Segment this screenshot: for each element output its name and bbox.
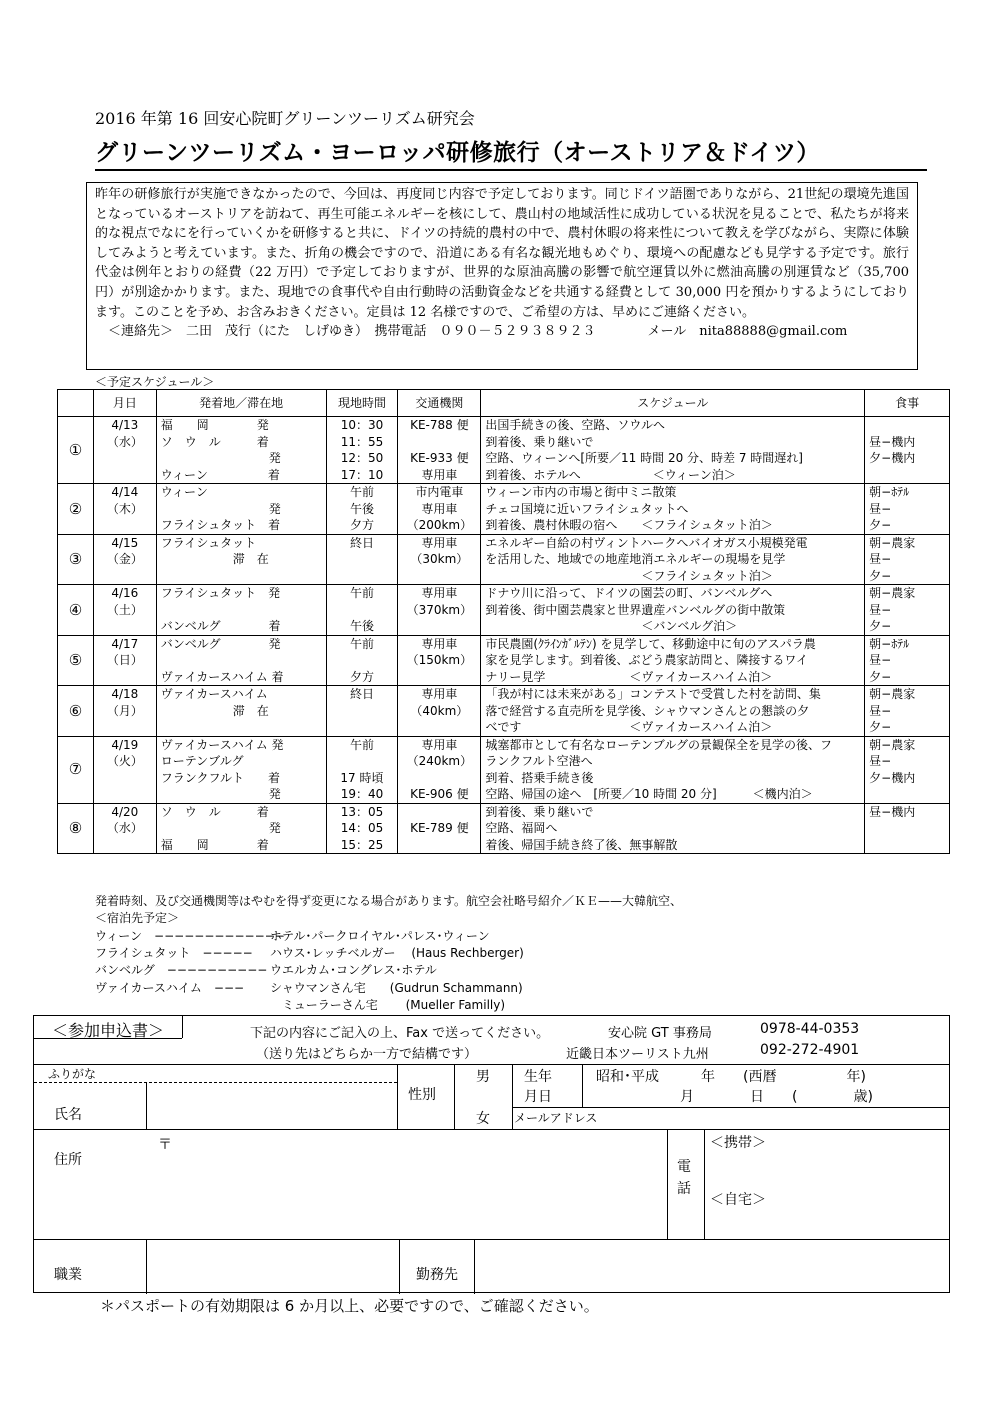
- activity-cell-line: ドナウ川に沿って、ドイツの園芸の町、バンベルグへ: [485, 586, 773, 600]
- activity-cell-line: エネルギー自給の村ヴィントハークへバイオガス小規模発電: [485, 535, 808, 550]
- lodging-name: ハウス･レッチベルガー (Haus Rechberger): [270, 946, 524, 961]
- activity-cell-line: 家を見学します。到着後、ぶどう農家訪問と、隣接するワイ: [485, 653, 809, 667]
- header-time: 現地時間: [326, 390, 398, 417]
- place-cell-line: バンベルグ 着: [160, 619, 281, 633]
- home-phone-label: ＜自宅＞: [710, 1192, 766, 1208]
- meals-cell-line: 朝−農家: [869, 737, 916, 752]
- transport-cell: [398, 484, 481, 535]
- place-cell: [156, 484, 326, 535]
- meals-cell-line: 昼−機内: [869, 804, 916, 819]
- meals-cell-line: 昼−: [869, 754, 892, 768]
- meals-cell: [865, 686, 950, 737]
- activity-cell-line: 市民農園(ｸﾗｲﾝｶﾞﾙﾃﾝ) を見学して、移動途中に旬のアスパラ農: [485, 636, 816, 651]
- header-num: [58, 390, 94, 417]
- activity-cell-line: 到着、搭乗手続き後: [485, 770, 594, 785]
- activity-cell-line: 到着後、乗り継いで: [485, 804, 594, 819]
- meals-cell-line: 夕−: [869, 619, 892, 633]
- activity-cell-line: 着後、帰国手続き終了後、無事解散: [485, 837, 678, 852]
- intro-box: [86, 182, 918, 370]
- meals-cell-line: 朝−農家: [869, 535, 916, 550]
- lodging-place: ヴァイカースハイム −−−: [95, 980, 245, 995]
- schedule-row: [58, 417, 950, 484]
- transport-cell-line: 専用車: [421, 636, 458, 651]
- time-cell-line: 17：10: [340, 467, 384, 482]
- transport-cell-line: KE-789 便: [410, 821, 469, 835]
- schedule-row: [58, 635, 950, 686]
- time-cell-line: 午前: [349, 485, 374, 499]
- place-cell-line: 滞 在: [160, 552, 269, 566]
- day-date-line: （土）: [106, 602, 143, 617]
- place-cell: [156, 585, 326, 636]
- transport-cell-line: （240km）: [406, 754, 473, 768]
- time-cell-line: 15：25: [340, 837, 384, 852]
- day-number: ⑤: [58, 635, 94, 686]
- lodging-name: ミューラーさん宅 (Mueller Familly): [270, 997, 506, 1012]
- day-number: ①: [58, 417, 94, 484]
- activity-cell-line: チェコ国境に近いフライシュタットへ: [485, 501, 689, 516]
- time-cell-line: 午後: [349, 501, 374, 516]
- gender-label: 性別: [408, 1087, 436, 1103]
- activity-cell-line: 空路、帰国の途へ [所要／10 時間 20 分] ＜機内泊＞: [485, 787, 813, 801]
- place-cell: [156, 736, 326, 803]
- activity-cell-line: ウィーン市内の市場と街中ミニ散策: [485, 485, 677, 499]
- form-instruction-2: （送り先はどちらか一方で結構です）: [256, 1047, 478, 1062]
- place-cell-line: フライシュタット 発: [160, 586, 281, 600]
- address-label: 住所: [54, 1152, 82, 1168]
- office-2-fax: 092-272-4901: [760, 1042, 860, 1058]
- time-cell-line: 終日: [349, 687, 374, 701]
- transport-cell-line: [402, 837, 476, 854]
- activity-cell-line: 到着後、乗り継いで: [485, 434, 594, 449]
- time-cell-line: [331, 652, 394, 669]
- place-cell-line: ヴァイカースハイム 発: [160, 737, 284, 752]
- place-cell-line: フランクフルト 着: [160, 770, 281, 785]
- lodging-place: ウィーン −−−−−−−−−−−−−: [95, 929, 285, 943]
- day-date: [93, 635, 156, 686]
- day-date-line: 4/15: [111, 535, 139, 550]
- meals-cell: [865, 585, 950, 636]
- office-2: 近畿日本ツーリスト九州: [566, 1047, 709, 1062]
- gender-female-option[interactable]: 女: [476, 1111, 490, 1127]
- meals-cell: [865, 417, 950, 484]
- transport-cell: [398, 635, 481, 686]
- place-cell-line: 福 岡 着: [160, 837, 269, 852]
- place-cell: [156, 417, 326, 484]
- office-1: 安心院 GT 事務局: [608, 1026, 712, 1041]
- time-cell: [326, 417, 398, 484]
- day-date-line: （日）: [106, 653, 143, 667]
- place-cell: [156, 686, 326, 737]
- transport-cell-line: [402, 434, 476, 451]
- time-cell-line: [331, 602, 394, 619]
- day-date-line: 4/19: [111, 737, 139, 752]
- schedule-row: [58, 686, 950, 737]
- time-cell-line: 夕方: [349, 669, 374, 684]
- day-date-line: （金）: [106, 552, 143, 566]
- occupation-field[interactable]: [148, 1241, 397, 1292]
- place-cell: [156, 635, 326, 686]
- activity-cell: [481, 534, 865, 585]
- time-cell-line: 17 時頃: [340, 770, 384, 785]
- lodging-row: [95, 945, 524, 962]
- lodging-row: [95, 962, 524, 979]
- transport-cell-line: 専用車: [421, 501, 458, 516]
- time-cell-line: 午前: [349, 737, 374, 752]
- transport-cell: [398, 803, 481, 854]
- schedule-row: [58, 534, 950, 585]
- day-date: [93, 736, 156, 803]
- transport-cell-line: 専用車: [421, 586, 458, 600]
- transport-cell: [398, 534, 481, 585]
- form-instruction: 下記の内容にご記入の上、Fax で送ってください。: [250, 1026, 550, 1041]
- place-cell-line: ヴァイカースハイム: [160, 687, 268, 701]
- place-cell-line: 発: [160, 821, 281, 835]
- time-cell-line: [331, 753, 394, 770]
- meals-cell: [865, 484, 950, 535]
- day-number: ④: [58, 585, 94, 636]
- lodging-row: [95, 997, 524, 1014]
- lodging-name: シャウマンさん宅 (Gudrun Schammann): [270, 980, 523, 995]
- place-cell-line: ソ ウ ル 着: [160, 804, 269, 819]
- time-cell-line: 夕方: [349, 518, 374, 532]
- day-date: [93, 803, 156, 854]
- place-cell-line: バンベルグ 発: [160, 636, 281, 651]
- transport-cell-line: 専用車: [421, 687, 458, 701]
- day-date-line: （月）: [106, 703, 143, 718]
- activity-cell: [481, 417, 865, 484]
- meals-cell-line: [869, 786, 945, 803]
- meals-cell: [865, 534, 950, 585]
- workplace-label: 勤務先: [416, 1267, 458, 1283]
- mobile-label: ＜携帯＞: [710, 1135, 766, 1151]
- meals-cell-line: [869, 467, 945, 484]
- activity-cell-line: 到着後、農村休暇の宿へ ＜フライシュタット泊＞: [485, 518, 773, 532]
- time-cell-line: 午前: [349, 636, 374, 651]
- schedule-row: [58, 484, 950, 535]
- transport-cell-line: KE-906 便: [410, 787, 469, 801]
- meals-cell-line: 昼−: [869, 552, 892, 566]
- place-cell-line: 発: [160, 451, 281, 465]
- time-cell-line: 10：30: [340, 418, 384, 432]
- contact-line: ＜連絡先＞ 二田 茂行（にた しげゆき） 携帯電話 ０９０－５２９３８９２３ メール nita88888@gmail.com: [95, 324, 848, 340]
- workplace-field[interactable]: [476, 1241, 946, 1292]
- meals-cell-line: 夕−機内: [869, 770, 916, 785]
- activity-cell-line: ＜バンベルグ泊＞: [485, 619, 738, 633]
- time-cell: [326, 484, 398, 535]
- occupation-label: 職業: [54, 1267, 82, 1283]
- lodging-place: [95, 997, 270, 1014]
- time-cell: [326, 686, 398, 737]
- birth-day-age-field[interactable]: 月 日 ( 歳): [680, 1089, 873, 1105]
- activity-cell: [481, 686, 865, 737]
- transport-cell: [398, 736, 481, 803]
- day-date-line: （水）: [106, 434, 143, 449]
- place-cell-line: [161, 602, 322, 619]
- page-title: グリーンツーリズム・ヨーロッパ研修旅行（オーストリア＆ドイツ）: [95, 134, 927, 171]
- birth-label-1: 生年: [524, 1069, 552, 1085]
- activity-cell-line: 出国手続きの後、空路、ソウルへ: [485, 418, 665, 432]
- place-cell-line: [161, 652, 322, 669]
- meals-cell-line: 夕−機内: [869, 451, 916, 465]
- day-date: [93, 417, 156, 484]
- time-cell: [326, 534, 398, 585]
- transport-cell: [398, 417, 481, 484]
- meals-cell: [865, 635, 950, 686]
- place-cell-line: ヴァイカースハイム 着: [160, 669, 284, 684]
- form-heading: ＜参加申込書＞: [52, 1021, 165, 1040]
- place-cell-line: フライシュタット 着: [160, 518, 281, 532]
- activity-cell: [481, 484, 865, 535]
- name-field[interactable]: [148, 1084, 396, 1128]
- schedule-row: [58, 803, 950, 854]
- time-cell-line: 12：50: [340, 451, 384, 465]
- intro-paragraph: 昨年の研修旅行が実施できなかったので、今回は、再度同じ内容で予定しております。同じドイツ語圏でありながら、21世紀の環境先進国となっているオーストリアを訪ねて、再生可能エネルギーを核にして、農山村の地域活性に成功している状況を見ることで、私たちが将来的な視点でなにを行っていくかを研修すると共に、ドイツの持続的農村の中で、農村休暇の将来性について教えを学びながら、実際に体験してみようと考えています。また、折角の機会ですので、沿道にある有名な観光地もめぐり、環境への配慮なども見学する予定です。旅行代金は例年とおりの経費（22 万円）で予定しておりますが、世界的な原油高騰の影響で航空運賃以外に燃油高騰の別運賃など（35,700 円）が別途かかります。また、現地での食事代や自由行動時の活動資金などを共通する経費として 30,000 円を預かりするようにしております。このことを予め、お含みおきください。定員は 12 名様ですので、ご希望の方は、早めにご連絡ください。: [95, 187, 909, 320]
- lodging-place: フライシュタット −−−−−: [95, 946, 253, 961]
- activity-cell-line: ランクフルト空港へ: [485, 754, 593, 768]
- transport-cell-line: （200km）: [406, 518, 473, 532]
- meals-cell-line: [869, 417, 945, 434]
- day-number: ⑧: [58, 803, 94, 854]
- lodging-list: [95, 928, 524, 1014]
- meals-cell-line: 朝−ﾎﾃﾙ: [869, 485, 910, 499]
- furigana-label: ふりがな: [48, 1067, 97, 1081]
- activity-cell-line: 空路、ウィーンへ[所要／11 時間 20 分、時差 7 時間遅れ]: [485, 451, 803, 465]
- day-number: ③: [58, 534, 94, 585]
- day-date-line: 4/14: [111, 485, 139, 499]
- transport-cell-line: [402, 804, 476, 821]
- header-date: 月日: [93, 390, 156, 417]
- activity-cell: [481, 635, 865, 686]
- meals-cell: [865, 803, 950, 854]
- meals-cell-line: 朝−ﾎﾃﾙ: [869, 636, 910, 651]
- birth-label-2: 月日: [524, 1089, 552, 1105]
- transport-cell-line: （30km）: [410, 552, 469, 566]
- schedule-row: [58, 585, 950, 636]
- transport-cell-line: 専用車: [421, 737, 458, 752]
- place-cell: [156, 803, 326, 854]
- time-cell: [326, 585, 398, 636]
- day-date-line: 4/17: [111, 636, 139, 651]
- time-cell: [326, 736, 398, 803]
- passport-note: ＊パスポートの有効期限は 6 か月以上、必要ですので、ご確認ください。: [100, 1297, 599, 1315]
- transport-cell-line: KE-788 便: [410, 418, 469, 432]
- transport-cell-line: 専用車: [421, 467, 458, 482]
- activity-cell-line: ナリー見学 ＜ヴァイカースハイム泊＞: [485, 669, 773, 684]
- meals-cell-line: 昼−機内: [869, 434, 916, 449]
- activity-cell: [481, 585, 865, 636]
- time-cell-line: 午前: [349, 586, 374, 600]
- day-date-line: （水）: [106, 821, 143, 835]
- place-cell: [156, 534, 326, 585]
- day-date-line: 4/13: [111, 418, 139, 432]
- transport-cell-line: 専用車: [421, 535, 458, 550]
- place-cell-line: 滞 在: [160, 703, 269, 718]
- lodging-caption: ＜宿泊先予定＞: [95, 911, 180, 926]
- time-cell-line: 終日: [349, 535, 374, 550]
- notes: [95, 893, 682, 927]
- lodging-name: ホテル･パークロイヤル･パレス･ウィーン: [270, 929, 490, 943]
- birth-era-field[interactable]: 昭和･平成 年 (西暦 年): [596, 1069, 866, 1085]
- time-cell-line: 14：05: [340, 821, 384, 835]
- meals-cell-line: 朝−農家: [869, 586, 916, 600]
- transport-cell-line: （370km）: [406, 602, 473, 617]
- postal-mark: 〒: [158, 1137, 172, 1153]
- activity-cell-line: べです ＜ヴァイカースハイム泊＞: [485, 720, 773, 734]
- day-date-line: （火）: [106, 754, 143, 768]
- activity-cell-line: 城塞都市として有名なローテンブルグの景観保全を見学の後、フ: [485, 737, 833, 752]
- transport-cell-line: [402, 770, 476, 787]
- place-cell-line: 発: [160, 787, 281, 801]
- application-form: [33, 1015, 950, 1293]
- transport-cell: [398, 585, 481, 636]
- lodging-row: [95, 928, 524, 945]
- meals-cell-line: 夕−: [869, 568, 892, 583]
- meals-cell-line: 昼−: [869, 703, 892, 718]
- day-date: [93, 484, 156, 535]
- name-label: 氏名: [54, 1107, 82, 1123]
- header-meals: 食事: [865, 390, 950, 417]
- transport-cell-line: KE-933 便: [410, 451, 469, 465]
- activity-cell: [481, 736, 865, 803]
- meals-cell-line: [869, 837, 945, 854]
- header-place: 発着地／滞在地: [156, 390, 326, 417]
- day-date-line: 4/20: [111, 804, 139, 819]
- place-cell-line: フライシュタット: [160, 535, 257, 550]
- meals-cell-line: 昼−: [869, 501, 892, 516]
- time-cell-line: 19：40: [340, 787, 384, 801]
- day-date-line: 4/18: [111, 687, 139, 701]
- activity-cell-line: 空路、福岡へ: [485, 821, 558, 835]
- activity-cell-line: ＜フライシュタット泊＞: [485, 568, 773, 583]
- home-phone-field[interactable]: [706, 1209, 946, 1237]
- header-schedule: スケジュール: [481, 390, 865, 417]
- mobile-field[interactable]: [706, 1152, 946, 1182]
- meals-cell-line: 夕−: [869, 669, 892, 684]
- schedule-header-row: [58, 390, 950, 417]
- transport-cell: [398, 686, 481, 737]
- notes-line: 発着時刻、及び交通機関等はやむを得ず変更になる場合があります。航空会社略号紹介／ＫＥ——大韓航空、: [95, 894, 683, 908]
- activity-cell-line: を活用した、地域での地産地消エネルギーの現場を見学: [485, 552, 786, 566]
- day-date-line: 4/16: [111, 586, 139, 600]
- time-cell-line: 11：55: [340, 434, 384, 449]
- header-transport: 交通機関: [398, 390, 481, 417]
- place-cell-line: 福 岡 発: [160, 418, 269, 432]
- schedule-table: [57, 389, 950, 854]
- meals-cell-line: 昼−: [869, 602, 892, 617]
- event-subtitle: 2016 年第 16 回安心院町グリーンツーリズム研究会: [95, 109, 475, 128]
- transport-cell-line: 市内電車: [415, 485, 464, 499]
- email-label: メールアドレス: [514, 1111, 598, 1125]
- gender-male-option[interactable]: 男: [476, 1069, 490, 1085]
- phone-label: 電 話: [677, 1159, 691, 1197]
- office-1-fax: 0978-44-0353: [760, 1021, 860, 1037]
- time-cell-line: 13：05: [340, 804, 384, 819]
- time-cell-line: 午後: [349, 619, 374, 633]
- address-field[interactable]: [174, 1132, 664, 1236]
- place-cell-line: ソ ウ ル 着: [160, 434, 269, 449]
- lodging-row: [95, 980, 524, 997]
- place-cell-line: 発: [160, 501, 281, 516]
- meals-cell-line: 夕−: [869, 518, 892, 532]
- day-number: ⑦: [58, 736, 94, 803]
- day-number: ②: [58, 484, 94, 535]
- day-date: [93, 534, 156, 585]
- place-cell-line: ウィーン: [160, 485, 208, 499]
- schedule-caption: ＜予定スケジュール＞: [95, 375, 215, 389]
- day-date: [93, 585, 156, 636]
- meals-cell-line: 夕−: [869, 720, 892, 734]
- meals-cell-line: 朝−農家: [869, 687, 916, 701]
- activity-cell: [481, 803, 865, 854]
- transport-cell-line: （40km）: [410, 703, 469, 718]
- activity-cell-line: 「我が村には未来がある」コンテストで受賞した村を訪問、集: [485, 687, 821, 701]
- place-cell-line: ウィーン 着: [160, 467, 280, 482]
- activity-cell-line: 到着後、街中園芸農家と世界遺産バンベルグの街中散策: [485, 602, 786, 617]
- meals-cell: [865, 736, 950, 803]
- schedule-row: [58, 736, 950, 803]
- activity-cell-line: 到着後、ホテルへ ＜ウィーン泊＞: [485, 467, 736, 482]
- activity-cell-line: 落で経営する直売所を見学後、シャウマンさんとの懇談の夕: [485, 703, 810, 718]
- day-date: [93, 686, 156, 737]
- day-date-line: （木）: [106, 501, 143, 516]
- time-cell: [326, 803, 398, 854]
- lodging-name: ウエルカム･コングレス･ホテル: [270, 963, 437, 978]
- time-cell: [326, 635, 398, 686]
- place-cell-line: ローテンブルグ: [160, 754, 244, 768]
- transport-cell-line: （150km）: [406, 653, 473, 667]
- lodging-place: バンベルグ −−−−−−−−−−: [95, 963, 268, 978]
- meals-cell-line: [869, 820, 945, 837]
- meals-cell-line: 昼−: [869, 653, 892, 667]
- day-number: ⑥: [58, 686, 94, 737]
- email-field[interactable]: [602, 1109, 948, 1128]
